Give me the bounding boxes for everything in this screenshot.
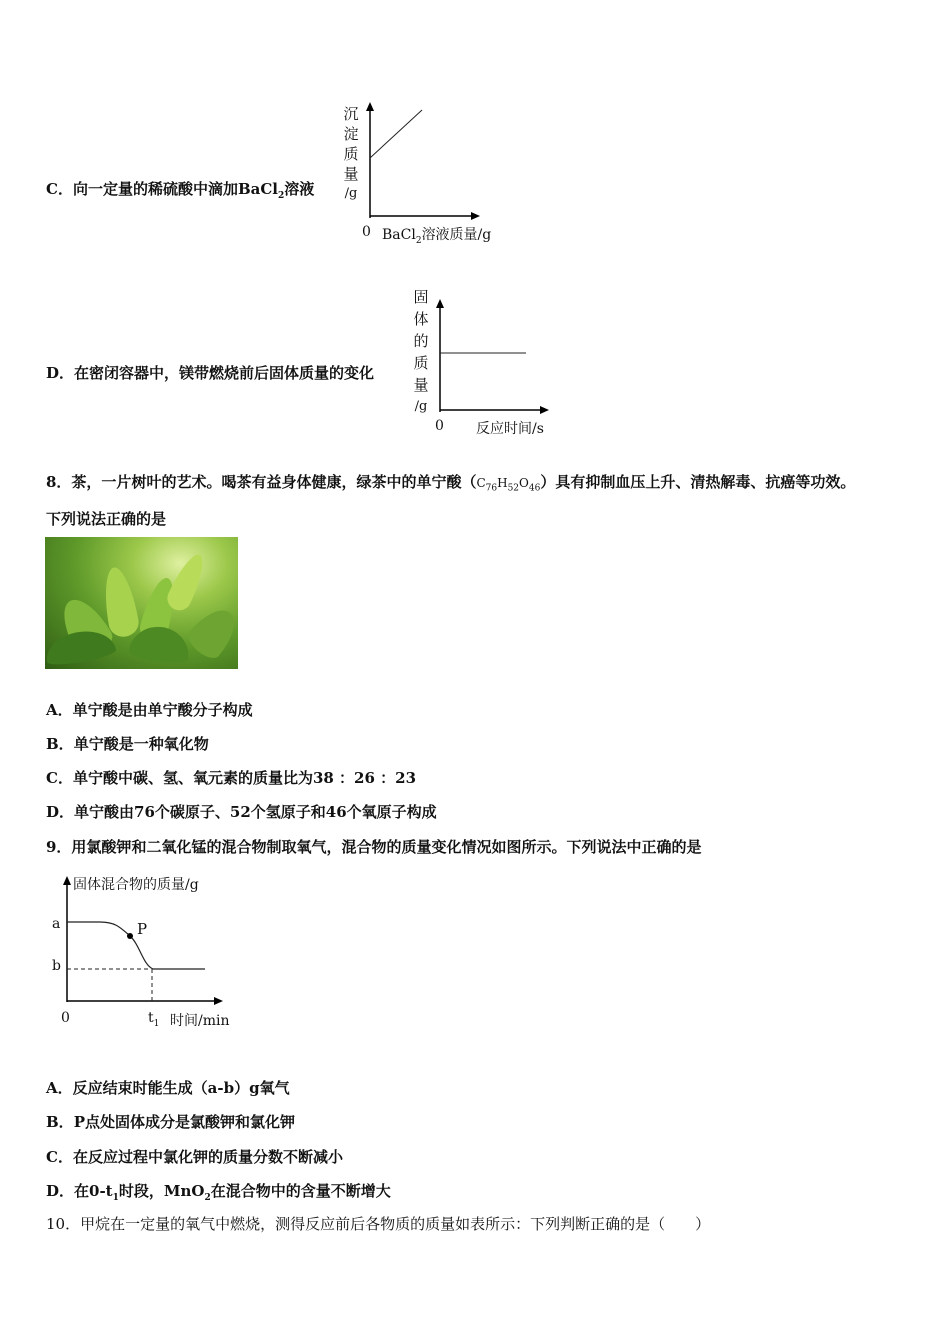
graph-c bbox=[360, 100, 500, 230]
graph-q9-origin: 0 bbox=[61, 1010, 70, 1026]
graph-q9-t1: $t_1$ bbox=[148, 1010, 160, 1029]
option-a-q9: A．反应结束时能生成（a-b）g氧气 bbox=[46, 1079, 290, 1097]
graph-q9-label-p: P bbox=[137, 920, 148, 938]
question-8-line2: 下列说法正确的是 bbox=[46, 510, 167, 528]
graph-q9-label-b: b bbox=[52, 958, 61, 974]
graph-d-x-label: 反应时间/s bbox=[476, 421, 544, 437]
option-a-q8: A．单宁酸是由单宁酸分子构成 bbox=[46, 701, 253, 719]
formula: $C_{76}H_{52}O_{46}$ bbox=[476, 476, 541, 494]
option-b-q9: B．P点处固体成分是氯酸钾和氯化钾 bbox=[46, 1113, 295, 1131]
graph-c-y-label: 沉 淀 质 量 /g bbox=[343, 105, 359, 201]
graph-q9-label-a: a bbox=[52, 916, 61, 932]
graph-c-x-label: BaCl$_2$溶液质量/g bbox=[382, 227, 492, 246]
option-d-q9: D．在$0-t_1$时段，MnO$_2$在混合物中的含量不断增大 bbox=[46, 1182, 391, 1203]
graph-c-origin: 0 bbox=[362, 224, 371, 240]
tea-leaves-photo bbox=[45, 537, 238, 669]
point-p bbox=[127, 933, 133, 939]
graph-d bbox=[430, 296, 560, 426]
option-c-q9: C．在反应过程中氯化钾的质量分数不断减小 bbox=[46, 1148, 343, 1166]
question-10-stem: 10．甲烷在一定量的氧气中燃烧，测得反应前后各物质的质量如表所示：下列判断正确的是（ ） bbox=[46, 1215, 711, 1233]
graph-q9 bbox=[55, 872, 255, 1022]
question-8-stem: 8．茶，一片树叶的艺术。喝茶有益身体健康，绿茶中的单宁酸$(C_{76}H_{52}O_{46})$具有抑制血压上升、清热解毒、抗癌等功效。 bbox=[46, 473, 856, 494]
graph-q9-x-label: 时间/min bbox=[170, 1013, 230, 1029]
option-b-q8: B．单宁酸是一种氧化物 bbox=[46, 735, 209, 753]
graph-q9-y-label: 固体混合物的质量/g bbox=[73, 877, 199, 893]
option-letter: C． bbox=[46, 180, 73, 198]
graph-d-y-label: 固 体 的 质 量 /g bbox=[413, 288, 429, 414]
graph-c-line bbox=[370, 110, 422, 158]
option-d-q8: D．单宁酸由76个碳原子、52个氢原子和46个氧原子构成 bbox=[46, 803, 437, 821]
option-d-q7: D．在密闭容器中，镁带燃烧前后固体质量的变化 bbox=[46, 364, 375, 382]
question-9-stem: 9．用氯酸钾和二氧化锰的混合物制取氧气，混合物的质量变化情况如图所示。下列说法中正确的是 bbox=[46, 838, 702, 856]
option-c-q8: C．单宁酸中碳、氢、氧元素的质量比为38 ：26 ：23 bbox=[46, 769, 417, 787]
graph-d-origin: 0 bbox=[435, 418, 444, 434]
option-c-q7: C．向一定量的稀硫酸中滴加BaCl$_2$溶液 bbox=[46, 180, 315, 201]
graph-q9-curve bbox=[67, 922, 205, 969]
